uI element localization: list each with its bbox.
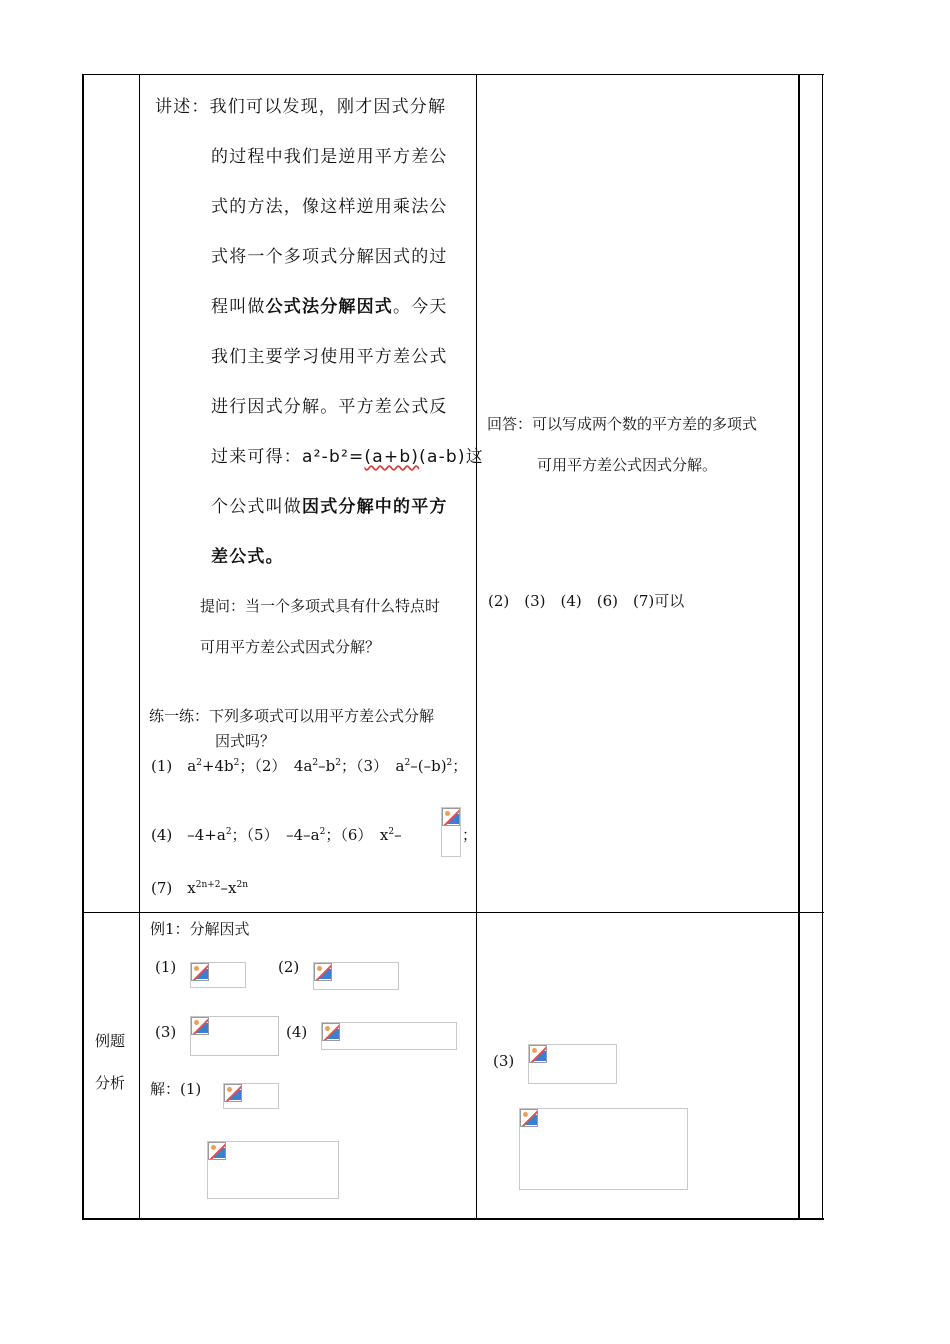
formula-image: [321, 1022, 457, 1050]
practice-title: 练一练：下列多项式可以用平方差公式分解: [149, 707, 435, 725]
lecture-line-2: 的过程中我们是逆用平方差公: [211, 147, 448, 167]
practice-line-3: [151, 877, 248, 898]
broken-image-icon: [191, 963, 209, 981]
answer-line-1: 回答：可以写成两个数的平方差的多项式: [487, 415, 758, 433]
lecture-line-1: 讲述：我们可以发现，刚才因式分解: [155, 97, 447, 117]
practice-line-1: [151, 755, 467, 776]
table-col1-divider: [139, 74, 140, 1220]
lecture-bold-term: 因式分解中的平方: [302, 497, 448, 517]
math: (1) a: [151, 757, 197, 775]
formula-image: [519, 1108, 688, 1190]
answer-line-2: 可用平方差公式因式分解。: [537, 456, 718, 474]
sup: 2: [404, 758, 411, 768]
sup: 2n: [236, 880, 249, 890]
sup: 2: [319, 827, 326, 837]
formula-image: [190, 962, 246, 988]
math: –x: [220, 879, 237, 897]
lecture-line-9: [211, 492, 448, 517]
row-label-line-2: 分析: [95, 1074, 126, 1092]
math: +4b: [201, 757, 234, 775]
math: (7) x: [151, 879, 196, 897]
sup: 2: [388, 827, 395, 837]
question-line-2: 可用平方差公式因式分解？: [200, 638, 381, 656]
solution-label: 解：(1): [150, 1080, 202, 1098]
broken-image-icon: [322, 1023, 340, 1041]
example-number-3: (3): [155, 1023, 177, 1041]
math: ；（2） 4a: [239, 757, 313, 775]
row-label-line-1: 例题: [95, 1032, 126, 1050]
lecture-text: 。今天: [393, 297, 448, 317]
broken-image-icon: [520, 1109, 538, 1127]
broken-image-icon: [191, 1017, 209, 1035]
math: ；（6） x: [325, 826, 389, 844]
formula-image: [528, 1044, 617, 1084]
lecture-line-5: [211, 292, 448, 317]
practice-line-2: [151, 824, 402, 845]
lecture-text: 程叫做: [211, 297, 266, 317]
formula-image: [207, 1141, 339, 1199]
lecture-bold-term: 公式法分解因式: [265, 297, 394, 317]
math: ；（3） a: [341, 757, 405, 775]
math: –(–b): [410, 757, 447, 775]
broken-image-icon: [314, 963, 332, 981]
lecture-line-6: 我们主要学习使用平方差公式: [211, 347, 448, 367]
example-number-4: (4): [286, 1023, 308, 1041]
example-number-1: (1): [155, 958, 177, 976]
formula-image: [190, 1016, 279, 1056]
math: (4) –4+a: [151, 826, 226, 844]
sup: 2: [225, 827, 232, 837]
answer-choices: (2) (3) (4) (6) (7)可以: [488, 592, 685, 610]
table-row-divider: [82, 912, 824, 913]
math: –b: [318, 757, 336, 775]
example-number-2: (2): [278, 958, 300, 976]
sup: 2: [446, 758, 453, 768]
lecture-line-10: 差公式。: [211, 547, 284, 567]
formula-text: (a-b)这: [419, 447, 484, 467]
table-left-border: [82, 74, 84, 1220]
lecture-line-4: 式将一个多项式分解因式的过: [211, 247, 448, 267]
sup: 2n+2: [195, 880, 221, 890]
right-example-number-3: (3): [493, 1052, 515, 1070]
math: –: [394, 826, 402, 844]
lecture-line-8: [211, 442, 484, 467]
broken-image-icon: [529, 1045, 547, 1063]
math: ；（5） –4–a: [231, 826, 320, 844]
sup: 2: [335, 758, 341, 768]
table-col3-divider: [798, 74, 800, 1220]
math: ；: [452, 757, 468, 775]
broken-image-icon: [442, 808, 460, 826]
table-right-border: [822, 74, 823, 1220]
sup: 2: [312, 758, 319, 768]
formula-image: [313, 962, 399, 990]
formula-image: [223, 1083, 279, 1109]
table-col2-divider: [476, 74, 477, 1220]
lecture-text: 个公式叫做: [211, 497, 302, 517]
lecture-line-3: 式的方法，像这样逆用乘法公: [211, 197, 448, 217]
lecture-line-7: 进行因式分解。平方差公式反: [211, 397, 448, 417]
question-line-1: 提问：当一个多项式具有什么特点时: [200, 597, 441, 615]
practice-line-2-end: ；: [462, 826, 478, 844]
sup: 2: [196, 758, 202, 768]
formula-image: [441, 807, 461, 857]
formula-text: (a+b): [364, 447, 420, 467]
broken-image-icon: [208, 1142, 226, 1160]
table-top-border: [82, 74, 824, 75]
broken-image-icon: [224, 1084, 242, 1102]
example-title: 例1：分解因式: [150, 920, 250, 938]
formula-text: 过来可得：a²-b²=: [211, 447, 365, 467]
practice-title-2: 因式吗？: [215, 732, 276, 750]
table-bottom-border: [82, 1218, 824, 1220]
sup: 2: [233, 758, 240, 768]
